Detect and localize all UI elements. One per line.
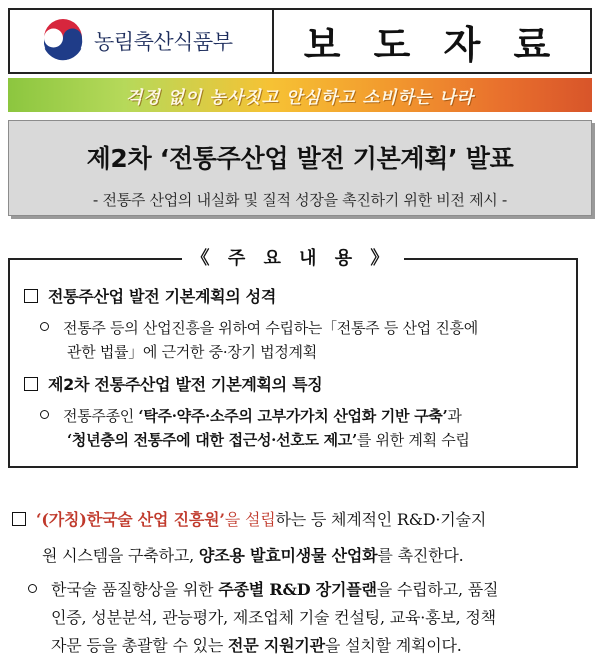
circle-bullet-icon (40, 322, 49, 331)
summary-heading (10, 244, 576, 270)
press-release-title-cell (274, 10, 590, 72)
title-box (8, 120, 592, 216)
body-paragraph-2: 한국술 품질향상을 위한 주종별 R&D 장기플랜을 수립하고, 품질 인증, 성분분석, 관능평가, 제조업체 기술 컨설팅, 교육·홍보, 정책 자문 등을 총괄할 수 있는 전문 지원기관을 설치할 계획이다. (28, 576, 586, 660)
checkbox-square-icon (12, 512, 26, 526)
ministry-name: 농림축산식품부 (94, 30, 233, 54)
slogan-banner (8, 78, 592, 112)
summary-heading-text: 《 주 요 내 용 》 (182, 248, 405, 269)
ministry-logo-cell (10, 10, 274, 72)
section-bullet-features: 전통주종인 ‘탁주·약주·소주의 고부가가치 산업화 기반 구축’과 ‘청년층의 전통주에 대한 접근성·선호도 제고’를 위한 계획 수립 (40, 404, 562, 452)
summary-box (8, 248, 578, 468)
checkbox-square-icon (24, 377, 38, 391)
body-paragraph-1: ‘(가칭)한국술 산업 진흥원’을 설립하는 등 체계적인 R&D·기술지 원 시스템을 구축하고, 양조용 발효미생물 산업화를 촉진한다. (12, 506, 586, 570)
checkbox-square-icon (24, 289, 38, 303)
sub-title: - 전통주 산업의 내실화 및 질적 성장을 촉진하기 위한 비전 제시 - (92, 191, 508, 209)
section-title-nature: 전통주산업 발전 기본계획의 성격 (24, 284, 276, 307)
press-header (8, 8, 592, 74)
press-release-title: 보 도 자 료 (303, 22, 561, 67)
slogan-text: 걱정 없이 농사짓고 안심하고 소비하는 나라 (125, 87, 475, 108)
main-title: 제2차 ‘전통주산업 발전 기본계획’ 발표 (86, 144, 514, 173)
circle-bullet-icon (40, 410, 49, 419)
circle-bullet-icon (28, 584, 37, 593)
section-bullet-nature: 전통주 등의 산업진흥을 위하여 수립하는「전통주 등 산업 진흥에 관한 법률」에 근거한 중·장기 법정계획 (40, 316, 562, 364)
taegeuk-logo-icon (40, 18, 86, 64)
section-title-features: 제2차 전통주산업 발전 기본계획의 특징 (24, 372, 322, 395)
